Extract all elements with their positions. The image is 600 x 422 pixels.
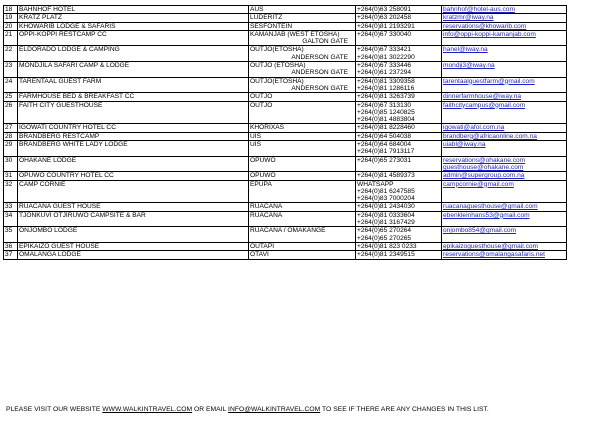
table-row (4, 101, 567, 124)
phone-number: +264(0)63 202458 (357, 14, 412, 22)
lodge-name: OPUWO COUNTRY HOTEL CC (18, 172, 249, 180)
table-row (4, 242, 567, 250)
town-cell (249, 242, 356, 250)
gate-name: ANDERSON GATE (291, 53, 348, 61)
town-name: OPUWO (250, 156, 276, 164)
row-number: 35 (4, 227, 18, 243)
email-cell (442, 180, 567, 203)
phone-cell (356, 132, 442, 140)
email-cell (442, 242, 567, 250)
phone-number: +264(0)81 8228460 (357, 124, 415, 132)
accommodation-table (3, 5, 567, 260)
email-link[interactable]: dinnerfarmhouse@iway.na (443, 93, 522, 101)
phone-number: +264(0)81 3022290 (357, 53, 415, 61)
phone-cell (356, 180, 442, 203)
town-name: UIS (250, 141, 261, 149)
town-cell (249, 30, 356, 46)
town-cell (249, 22, 356, 30)
phone-number: +264(0)81 7913117 (357, 148, 415, 156)
town-name: OUTJO (ETOSHA) (250, 62, 306, 70)
lodge-name: TARENTAAL GUEST FARM (18, 77, 249, 93)
town-cell (249, 101, 356, 124)
table-row (4, 211, 567, 227)
email-cell (442, 93, 567, 101)
table-row (4, 6, 567, 14)
email-cell (442, 203, 567, 211)
phone-number: +264(0)67 333446 (357, 62, 412, 70)
email-cell (442, 211, 567, 227)
phone-number: +264(0)81 4883804 (357, 116, 415, 124)
row-number: 31 (4, 172, 18, 180)
email-cell (442, 14, 567, 22)
town-name: OPUWO (250, 172, 276, 180)
town-cell (249, 46, 356, 62)
row-number: 37 (4, 251, 18, 259)
town-name: RUACANA / OMAKANGE (250, 227, 326, 235)
phone-cell (356, 30, 442, 46)
town-cell (249, 203, 356, 211)
town-cell (249, 124, 356, 132)
email-link[interactable]: hanel@iway.na (443, 46, 488, 54)
phone-cell (356, 141, 442, 157)
phone-cell (356, 62, 442, 78)
phone-number: +264(0)83 7000204 (357, 195, 415, 203)
email-cell (442, 172, 567, 180)
email-cell (442, 30, 567, 46)
row-number: 28 (4, 132, 18, 140)
lodge-name: KHOWARIB LODGE & SAFARIS (18, 22, 249, 30)
email-cell (442, 77, 567, 93)
email-link[interactable]: ebenkleinhans53@gmail.com (443, 211, 530, 219)
phone-cell (356, 211, 442, 227)
row-number: 19 (4, 14, 18, 22)
phone-number: +264(0)81 4589373 (357, 172, 415, 180)
table-row (4, 62, 567, 78)
footer-suffix: TO SEE IF THERE ARE ANY CHANGES IN THIS LIST. (322, 406, 489, 413)
table-row (4, 172, 567, 180)
phone-number: +264(0)81 2349515 (357, 251, 415, 259)
footer-prefix: PLEASE VISIT OUR WEBSITE (6, 406, 101, 413)
row-number: 26 (4, 101, 18, 124)
gate-name: GALTON GATE (302, 38, 348, 46)
row-number: 30 (4, 156, 18, 172)
town-cell (249, 251, 356, 259)
footer-middle: OR EMAIL (194, 406, 227, 413)
phone-number: +264(0)81 1286116 (357, 84, 415, 92)
lodge-name: OMALANGA LODGE (18, 251, 249, 259)
table-row (4, 22, 567, 30)
town-name: RUACANA (250, 211, 283, 219)
email-link[interactable]: tarentaalguestfarm@gmail.com (443, 77, 535, 85)
town-name: OUTJO(ETOSHA) (250, 46, 304, 54)
row-number: 24 (4, 77, 18, 93)
table-row (4, 203, 567, 211)
phone-number: +264(0)67 330040 (357, 30, 412, 38)
email-cell (442, 227, 567, 243)
phone-cell (356, 227, 442, 243)
row-number: 32 (4, 180, 18, 203)
phone-number: +264(0)81 3167429 (357, 219, 415, 227)
phone-number: +264(0)64 504038 (357, 132, 412, 140)
town-name: LUDERITZ (250, 14, 283, 22)
phone-cell (356, 124, 442, 132)
phone-number: +264(0)65 270264 (357, 227, 412, 235)
table-row (4, 180, 567, 203)
town-name: OTAVI (250, 251, 269, 259)
phone-cell (356, 156, 442, 172)
gate-name: ANDERSON GATE (291, 84, 348, 92)
lodge-name: IGOWATI COUNTRY HOTEL CC (18, 124, 249, 132)
phone-number: +264(0)65 273031 (357, 156, 412, 164)
table-row (4, 93, 567, 101)
phone-number: +264(0)81 2434030 (357, 203, 415, 211)
lodge-name: BRANDBERG RESTCAMP (18, 132, 249, 140)
phone-number: +264(0)61 237294 (357, 69, 412, 77)
email-cell (442, 132, 567, 140)
row-number: 34 (4, 211, 18, 227)
town-name: SESFONTEIN (250, 22, 293, 30)
town-cell (249, 62, 356, 78)
town-cell (249, 172, 356, 180)
town-cell (249, 211, 356, 227)
phone-cell (356, 93, 442, 101)
phone-number: WHATSAPP (357, 180, 394, 188)
phone-cell (356, 172, 442, 180)
email-link[interactable]: bahnhof@hotel-aus.com (443, 6, 515, 13)
town-cell (249, 180, 356, 203)
phone-number: +264(0)81 2193291 (357, 22, 415, 30)
gate-name: ANDERSON GATE (291, 69, 348, 77)
email-link[interactable]: reservations@khowarib.com (443, 22, 527, 30)
email-cell (442, 46, 567, 62)
row-number: 29 (4, 141, 18, 157)
town-name: OUTAPI (250, 242, 275, 250)
lodge-name: EPIKAIZO GUEST HOUSE (18, 242, 249, 250)
lodge-name: TJONKUVI OTJIRUWO CAMPSITE & BAR (18, 211, 249, 227)
table-row (4, 30, 567, 46)
lodge-name: ELDORADO LODGE & CAMPING (18, 46, 249, 62)
row-number: 23 (4, 62, 18, 78)
table-row (4, 132, 567, 140)
email-link[interactable]: admin@supergroup.com.na (443, 172, 525, 180)
table-row (4, 251, 567, 259)
email-link[interactable]: onjombo854@gmail.com (443, 227, 517, 235)
phone-cell (356, 6, 442, 14)
lodge-name: ONJOMBO LODGE (18, 227, 249, 243)
table-body (4, 6, 567, 260)
phone-cell (356, 101, 442, 124)
row-number: 18 (4, 6, 18, 14)
lodge-name: OPPI-KOPPI RESTCAMP CC (18, 30, 249, 46)
email-cell (442, 62, 567, 78)
lodge-name: KRATZ PLATZ (18, 14, 249, 22)
lodge-name: CAMP CORNIE (18, 180, 249, 203)
phone-cell (356, 46, 442, 62)
email-link[interactable]: kratzmr@iway.na (443, 14, 494, 22)
town-name: OUTJO (250, 93, 273, 101)
table-row (4, 46, 567, 62)
row-number: 22 (4, 46, 18, 62)
email-cell (442, 6, 567, 14)
town-cell (249, 93, 356, 101)
email-link[interactable]: brandberg@africaonline.com.na (443, 132, 537, 140)
email-link[interactable]: faithcitycampus@gmail.com (443, 101, 526, 109)
phone-cell (356, 251, 442, 259)
row-number: 25 (4, 93, 18, 101)
email-cell (442, 22, 567, 30)
phone-number: +264(0)63 258091 (357, 6, 412, 13)
email-link[interactable]: reservations@ohakane.com (443, 156, 526, 164)
row-number: 20 (4, 22, 18, 30)
town-name: RUACANA (250, 203, 283, 211)
town-cell (249, 132, 356, 140)
town-name: KHORIXAS (250, 124, 285, 132)
phone-number: +264(0)85 1240825 (357, 108, 415, 116)
email-link[interactable]: epikaizoguesthouse@gmail.com (443, 242, 539, 250)
table-row (4, 14, 567, 22)
email-link[interactable]: igowati@afol.com.na (443, 124, 505, 132)
table-row (4, 124, 567, 132)
phone-number: +264(0)81 3263739 (357, 93, 415, 101)
row-number: 21 (4, 30, 18, 46)
footer-email-link[interactable]: INFO@WALKINTRAVEL.COM (228, 406, 321, 413)
town-name: OUTJO (250, 101, 273, 109)
town-cell (249, 227, 356, 243)
phone-number: +264(0)81 0333604 (357, 211, 415, 219)
email-cell (442, 141, 567, 157)
email-link[interactable]: uiabl@iway.na (443, 141, 486, 149)
phone-number: +264(0)64 684004 (357, 141, 412, 149)
table-row (4, 156, 567, 172)
email-link[interactable]: mondji3@iway.na (443, 62, 495, 70)
phone-number: +264(0)67 333421 (357, 46, 412, 54)
phone-cell (356, 203, 442, 211)
phone-number: +264(0)81 6247585 (357, 187, 415, 195)
website-link[interactable]: WWW.WALKINTRAVEL.COM (102, 406, 193, 413)
row-number: 36 (4, 242, 18, 250)
footer-note (6, 406, 489, 413)
email-link[interactable]: ruacanaguesthouse@gmail.com (443, 203, 538, 211)
lodge-name: BRANDBERG WHITE LADY LODGE (18, 141, 249, 157)
table-row (4, 227, 567, 243)
town-cell (249, 14, 356, 22)
town-name: OUTJO(ETOSHA) (250, 77, 304, 85)
email-cell (442, 101, 567, 124)
email-link[interactable]: reservations@omalangasafaris.net (443, 251, 545, 259)
town-cell (249, 6, 356, 14)
email-link[interactable]: guesthouse@ohakane.com (443, 163, 524, 171)
town-name: EPUPA (250, 180, 272, 188)
table-row (4, 141, 567, 157)
town-name: KAMANJAB (WEST ETOSHA) (250, 30, 340, 38)
phone-cell (356, 22, 442, 30)
email-link[interactable]: campcornie@gmail.com (443, 180, 514, 188)
town-cell (249, 141, 356, 157)
phone-cell (356, 77, 442, 93)
phone-cell (356, 242, 442, 250)
row-number: 27 (4, 124, 18, 132)
town-cell (249, 77, 356, 93)
town-cell (249, 156, 356, 172)
town-name: UIS (250, 132, 261, 140)
phone-number: +264(0)81 823 0233 (357, 242, 417, 250)
lodge-name: OHAKANE LODGE (18, 156, 249, 172)
row-number: 33 (4, 203, 18, 211)
town-name: AUS (250, 6, 264, 13)
lodge-name: FAITH CITY GUESTHOUSE (18, 101, 249, 124)
email-link[interactable]: info@oppi-koppi-kamanjab.com (443, 30, 536, 38)
email-cell (442, 156, 567, 172)
table-row (4, 77, 567, 93)
lodge-name: BAHNHOF HOTEL (18, 6, 249, 14)
lodge-name: FARMHOUSE BED & BREAKFAST CC (18, 93, 249, 101)
email-cell (442, 124, 567, 132)
lodge-name: MONDJILA SAFARI CAMP & LODGE (18, 62, 249, 78)
phone-cell (356, 14, 442, 22)
phone-number: +264(0)81 3309358 (357, 77, 415, 85)
phone-number: +264(0)67 313130 (357, 101, 412, 109)
phone-number: +264(0)65 270265 (357, 234, 412, 242)
lodge-name: RUACANA GUEST HOUSE (18, 203, 249, 211)
email-cell (442, 251, 567, 259)
